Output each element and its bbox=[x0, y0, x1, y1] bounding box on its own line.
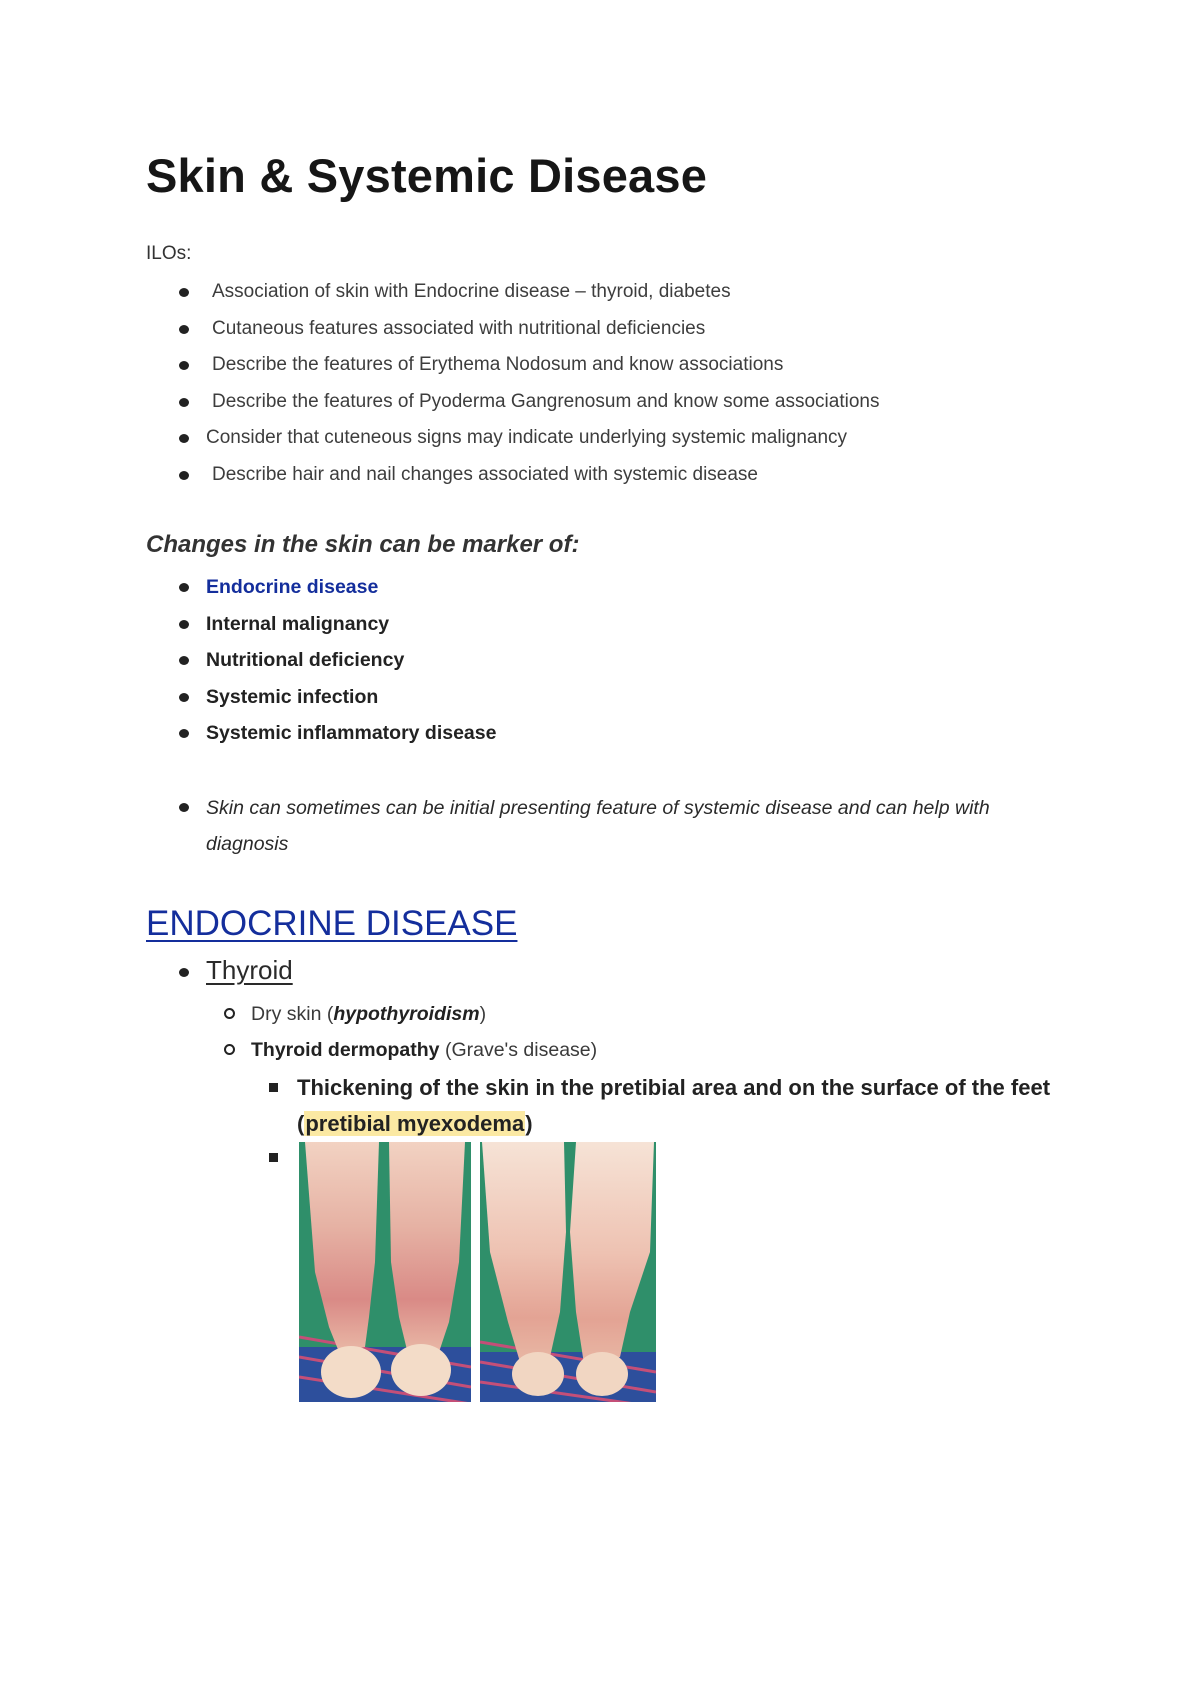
circle-bullet-icon bbox=[224, 1008, 235, 1019]
dry-skin-item: Dry skin (hypothyroidism) bbox=[251, 1003, 486, 1026]
bullet-icon bbox=[179, 398, 189, 407]
list-item: Describe hair and nail changes associated with systemic disease bbox=[206, 457, 879, 494]
bullet-icon bbox=[179, 729, 189, 738]
diagnosis-note: Skin can sometimes can be initial presenting feature of systemic disease and can help with diagnosis bbox=[206, 790, 1036, 862]
list-item: Nutritional deficiency bbox=[206, 642, 496, 679]
thyroid-heading: Thyroid bbox=[206, 955, 293, 986]
list-item: Association of skin with Endocrine disease – thyroid, diabetes bbox=[206, 274, 879, 311]
changes-heading: Changes in the skin can be marker of: bbox=[146, 531, 580, 558]
thyroid-dermopathy-item: Thyroid dermopathy (Grave's disease) bbox=[251, 1039, 597, 1062]
bullet-icon bbox=[179, 620, 189, 629]
pretibial-myxedema-photo-back bbox=[480, 1142, 656, 1402]
list-item-endocrine-link[interactable]: Endocrine disease bbox=[206, 569, 496, 606]
list-item: Systemic infection bbox=[206, 679, 496, 716]
list-item: Systemic inflammatory disease bbox=[206, 715, 496, 752]
bullet-icon bbox=[179, 288, 189, 297]
thickening-item: Thickening of the skin in the pretibial area and on the surface of the feet (pretibial myexodema) bbox=[297, 1070, 1067, 1142]
list-item: Consider that cuteneous signs may indicate underlying systemic malignancy bbox=[206, 420, 879, 457]
square-bullet-icon bbox=[269, 1083, 278, 1092]
bullet-icon bbox=[179, 434, 189, 443]
bullet-icon bbox=[179, 361, 189, 370]
square-bullet-icon bbox=[269, 1153, 278, 1162]
list-item: Internal malignancy bbox=[206, 606, 496, 643]
page-title: Skin & Systemic Disease bbox=[146, 149, 708, 202]
circle-bullet-icon bbox=[224, 1044, 235, 1055]
list-item: Cutaneous features associated with nutritional deficiencies bbox=[206, 311, 879, 348]
bullet-icon bbox=[179, 471, 189, 480]
pretibial-myxedema-photo-front bbox=[299, 1142, 471, 1402]
bullet-icon bbox=[179, 656, 189, 665]
ilos-list bbox=[206, 274, 879, 494]
bullet-icon bbox=[179, 803, 189, 812]
list-item: Describe the features of Pyoderma Gangrenosum and know some associations bbox=[206, 384, 879, 421]
bullet-icon bbox=[179, 693, 189, 702]
list-item: Describe the features of Erythema Nodosum and know associations bbox=[206, 347, 879, 384]
bullet-icon bbox=[179, 968, 189, 977]
ilos-label: ILOs: bbox=[146, 243, 192, 264]
bullet-icon bbox=[179, 325, 189, 334]
bullet-icon bbox=[179, 583, 189, 592]
highlighted-term: pretibial myexodema bbox=[305, 1111, 525, 1136]
marker-list bbox=[206, 569, 496, 752]
section-heading-endocrine[interactable]: ENDOCRINE DISEASE bbox=[146, 904, 518, 943]
